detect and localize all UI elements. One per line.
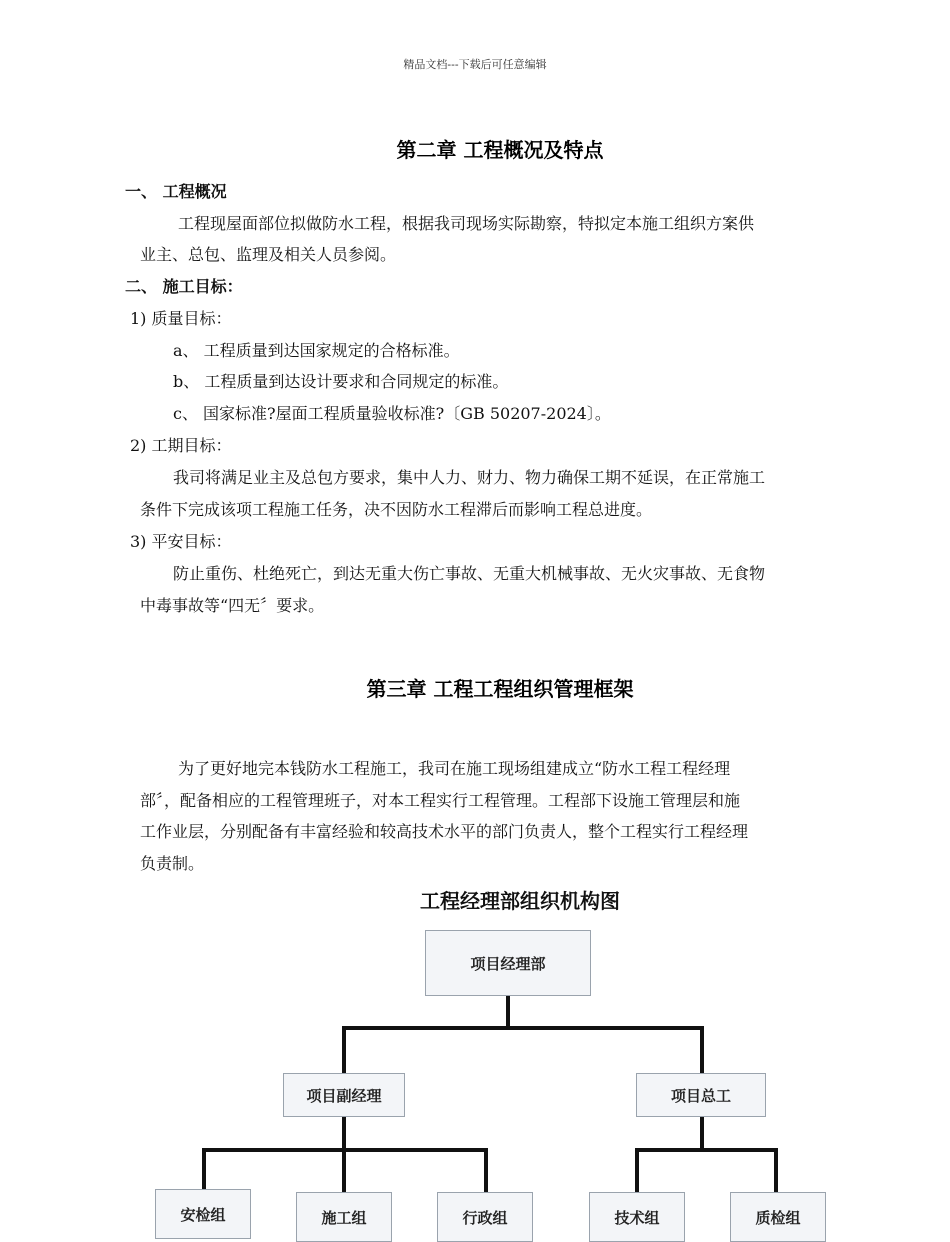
org-node-construction-group: 施工组 bbox=[296, 1192, 392, 1242]
quality-item-c: c、 国家标准?屋面工程质量验收标准?〔GB 50207-2024〕。 bbox=[173, 404, 611, 423]
chapter2-title: 第二章 工程概况及特点 bbox=[396, 138, 604, 162]
connector-chief-horizontal bbox=[635, 1148, 778, 1152]
section1-line-1: 工程现屋面部位拟做防水工程，根据我司现场实际勘察，特拟定本施工组织方案供 bbox=[178, 214, 755, 233]
org-node-chief-engineer: 项目总工 bbox=[636, 1073, 766, 1117]
intro-line-2: 部〞，配备相应的工程管理班子，对本工程实行工程管理。工程部下设施工管理层和施 bbox=[140, 791, 741, 810]
connector-deputy-down bbox=[342, 1116, 346, 1150]
schedule-heading: 2) 工期目标： bbox=[130, 436, 232, 455]
connector-to-admin-group bbox=[484, 1148, 488, 1193]
connector-chief-down bbox=[700, 1116, 704, 1150]
org-chart-title: 工程经理部组织机构图 bbox=[420, 889, 620, 913]
connector-to-tech-group bbox=[635, 1148, 639, 1193]
org-node-deputy-manager: 项目副经理 bbox=[283, 1073, 405, 1117]
org-node-safety-group: 安检组 bbox=[155, 1189, 251, 1239]
intro-line-4: 负责制。 bbox=[140, 854, 205, 873]
connector-root-down bbox=[506, 996, 510, 1029]
org-node-admin-group: 行政组 bbox=[437, 1192, 533, 1242]
section1-heading: 一、 工程概况 bbox=[125, 182, 227, 201]
chapter3-title: 第三章 工程工程组织管理框架 bbox=[366, 677, 634, 701]
intro-line-1: 为了更好地完本钱防水工程施工，我司在施工现场组建成立“防水工程工程经理 bbox=[178, 759, 731, 778]
safety-heading: 3) 平安目标： bbox=[130, 532, 232, 551]
connector-to-qc-group bbox=[774, 1148, 778, 1193]
org-node-tech-group: 技术组 bbox=[589, 1192, 685, 1242]
org-node-project-manager-dept: 项目经理部 bbox=[425, 930, 591, 996]
intro-line-3: 工作业层，分别配备有丰富经验和较高技术水平的部门负责人，整个工程实行工程经理 bbox=[140, 822, 749, 841]
header-note: 精品文档---下载后可任意编辑 bbox=[403, 58, 547, 71]
quality-item-a: a、 工程质量到达国家规定的合格标准。 bbox=[173, 341, 460, 360]
connector-to-chief bbox=[700, 1026, 704, 1073]
safety-line-1: 防止重伤、杜绝死亡，到达无重大伤亡事故、无重大机械事故、无火灾事故、无食物 bbox=[173, 564, 766, 583]
quality-item-b: b、 工程质量到达设计要求和合同规定的标准。 bbox=[173, 372, 509, 391]
section2-heading: 二、 施工目标： bbox=[125, 277, 243, 296]
schedule-line-1: 我司将满足业主及总包方要求，集中人力、财力、物力确保工期不延误，在正常施工 bbox=[173, 468, 766, 487]
connector-to-construction-group bbox=[342, 1148, 346, 1193]
quality-heading: 1) 质量目标： bbox=[130, 309, 232, 328]
connector-level1-horizontal bbox=[342, 1026, 704, 1030]
safety-line-2: 中毒事故等“四无〞要求。 bbox=[140, 596, 325, 615]
org-node-qc-group: 质检组 bbox=[730, 1192, 826, 1242]
section1-line-2: 业主、总包、监理及相关人员参阅。 bbox=[140, 245, 397, 264]
connector-to-safety-group bbox=[202, 1148, 206, 1190]
schedule-line-2: 条件下完成该项工程施工任务，决不因防水工程滞后而影响工程总进度。 bbox=[140, 500, 653, 519]
connector-to-deputy bbox=[342, 1026, 346, 1073]
